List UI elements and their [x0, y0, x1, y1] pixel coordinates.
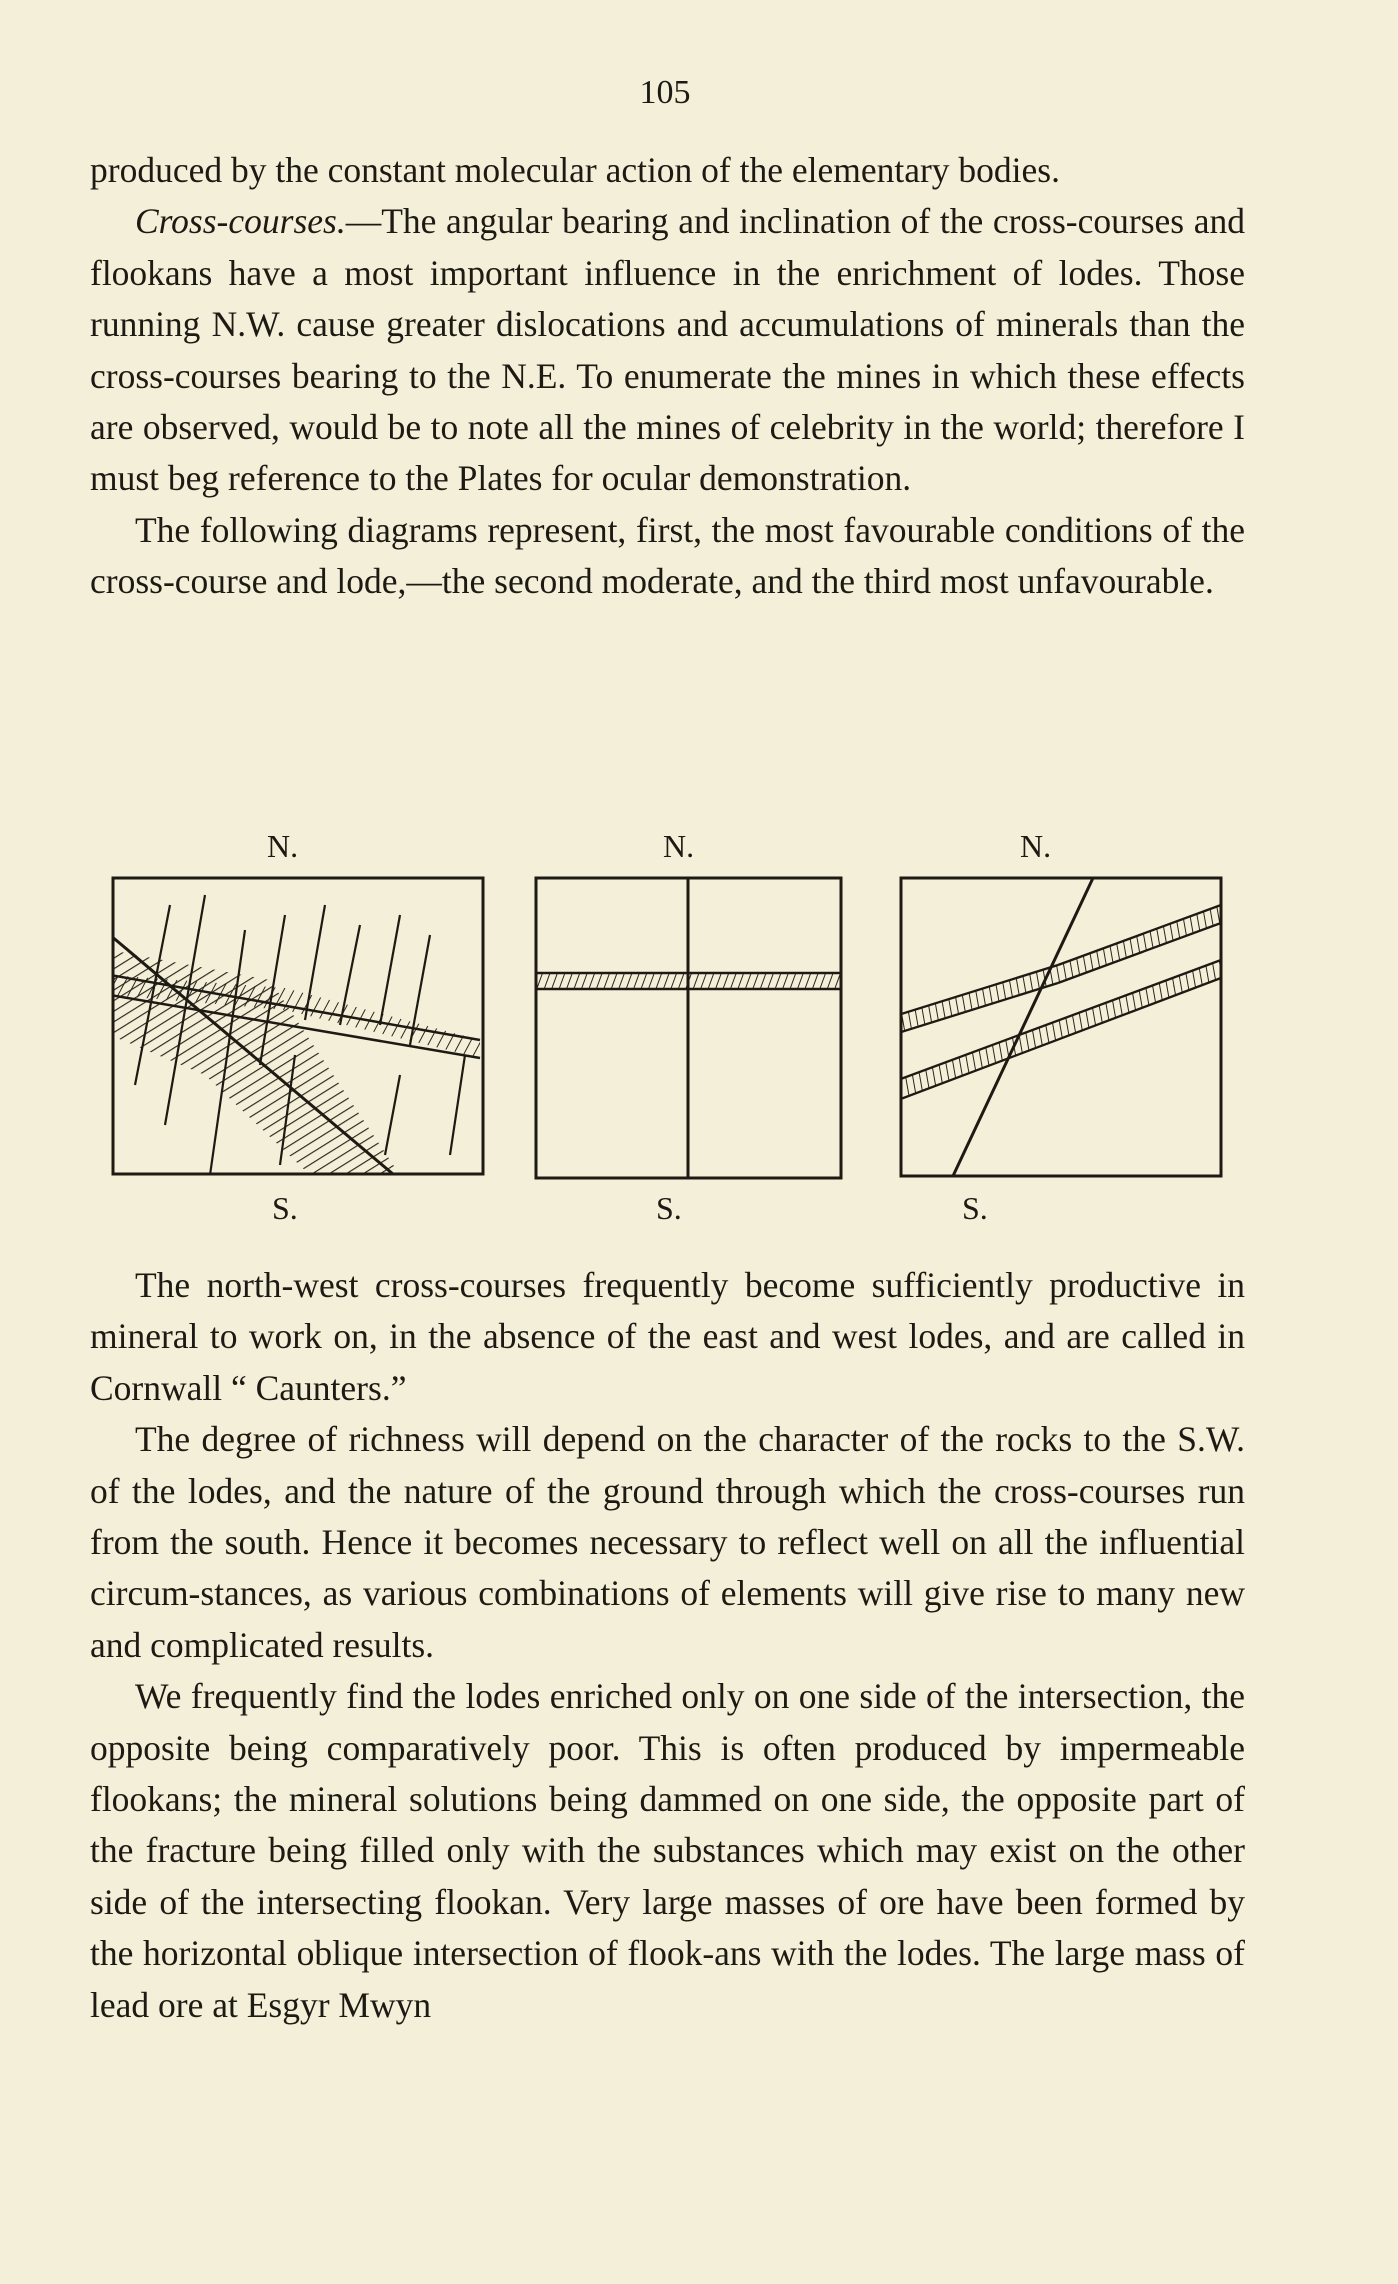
- diagram-unfavourable: [898, 875, 1228, 1185]
- diagram-1-south-label: S.: [272, 1190, 298, 1226]
- paragraph: The north-west cross-courses frequently become sufficiently productive in mineral to work on, in the absence of the east and west lodes, and are called in Cornwall “ Caunters.”: [90, 1265, 1245, 1408]
- page-number: 105: [639, 74, 691, 111]
- diagram-favourable: [110, 875, 490, 1180]
- text-block-top: [90, 145, 1245, 608]
- diagram-1-north-label: N.: [267, 828, 299, 864]
- diagram-2-south-label: S.: [656, 1190, 682, 1226]
- paragraph: We frequently find the lodes enriched only on one side of the intersection, the opposite being comparatively poor. This is often produced by impermeable flookans; the mineral solutions being dammed on one side, the opposite part of the fracture being filled only with the substances which may exist on the other side of the intersecting flookan. Very large masses of ore have been formed by the horizontal oblique intersection of flook-ans with the lodes. The large mass of lead ore at Esgyr Mwyn: [90, 1676, 1245, 2025]
- paragraph-lead: Cross-courses.: [135, 201, 346, 242]
- text-block-bottom: [90, 1260, 1245, 2031]
- diagram-3-north-label: N.: [1020, 828, 1052, 864]
- diagram-moderate: [533, 875, 848, 1185]
- paragraph: The following diagrams represent, first, the most favourable conditions of the cross-course and lode,—the second moderate, and the third most unfavourable.: [90, 509, 1245, 602]
- paragraph-body: —The angular bearing and inclination of the cross-courses and flookans have a most important influence in the enrichment of lodes. Those running N.W. cause greater dislocations and accumulations of minerals than the cross-courses bearing to the N.E. To enumerate the mines in which these effects are observed, would be to note all the mines of celebrity in the world; therefore I must beg reference to the Plates for ocular demonstration.: [90, 201, 1245, 499]
- diagram-3-south-label: S.: [962, 1190, 988, 1226]
- paragraph: The degree of richness will depend on the character of the rocks to the S.W. of the lodes, and the nature of the ground through which the cross-courses run from the south. Hence it becomes necessary to reflect well on all the influential circum-stances, as various combinations of elements will give rise to many new and complicated results.: [90, 1419, 1245, 1665]
- paragraph: produced by the constant molecular action of the elementary bodies.: [90, 150, 1060, 190]
- diagram-2-north-label: N.: [663, 828, 695, 864]
- paragraph-cross-courses: [90, 196, 1245, 504]
